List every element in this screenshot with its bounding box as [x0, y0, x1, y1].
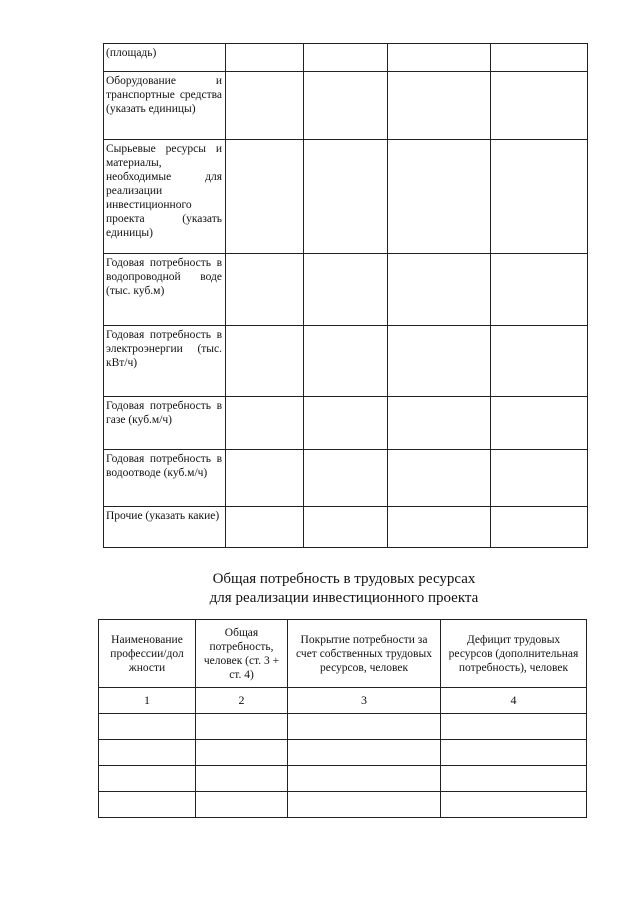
labor-cell[interactable] [441, 740, 587, 766]
resource-cell[interactable] [304, 140, 388, 254]
labor-cell[interactable] [288, 792, 441, 818]
resource-cell[interactable] [226, 397, 304, 450]
resource-cell[interactable] [491, 44, 588, 72]
resource-cell[interactable] [388, 507, 491, 548]
resource-table [103, 43, 588, 548]
resource-row-label: Годовая потребность в водоотводе (куб.м/ч) [104, 450, 226, 507]
resource-row-label: Прочие (указать какие) [104, 507, 226, 548]
labor-cell[interactable] [441, 792, 587, 818]
labor-cell[interactable] [99, 714, 196, 740]
resource-cell[interactable] [304, 72, 388, 140]
labor-row [99, 792, 587, 818]
labor-cell[interactable] [196, 792, 288, 818]
resource-cell[interactable] [226, 450, 304, 507]
labor-cell[interactable] [196, 766, 288, 792]
resource-row-label: (площадь) [104, 44, 226, 72]
resource-cell[interactable] [491, 397, 588, 450]
resource-row-label: Годовая потребность в электроэнергии (тыс. кВт/ч) [104, 326, 226, 397]
resource-cell[interactable] [491, 72, 588, 140]
resource-row [104, 254, 588, 326]
labor-row [99, 766, 587, 792]
labor-cell[interactable] [99, 792, 196, 818]
resource-row [104, 326, 588, 397]
resource-cell[interactable] [388, 397, 491, 450]
labor-cell[interactable] [99, 766, 196, 792]
labor-header-row [99, 620, 587, 688]
labor-row [99, 740, 587, 766]
labor-section-title [100, 570, 588, 608]
labor-cell[interactable] [441, 714, 587, 740]
resource-cell[interactable] [491, 326, 588, 397]
resource-row [104, 140, 588, 254]
resource-cell[interactable] [226, 507, 304, 548]
labor-table [98, 619, 587, 818]
resource-row-label: Оборудование и транспортные средства (указать единицы) [104, 72, 226, 140]
resource-cell[interactable] [388, 450, 491, 507]
column-number-row [99, 688, 587, 714]
column-number: 2 [196, 688, 288, 714]
resource-cell[interactable] [304, 397, 388, 450]
resource-cell[interactable] [304, 44, 388, 72]
resource-cell[interactable] [388, 72, 491, 140]
labor-row [99, 714, 587, 740]
resource-cell[interactable] [388, 44, 491, 72]
resource-row [104, 507, 588, 548]
column-number: 4 [441, 688, 587, 714]
resource-cell[interactable] [304, 326, 388, 397]
header-own-coverage: Покрытие потребности за счет собственных трудовых ресурсов, человек [288, 620, 441, 688]
resource-cell[interactable] [226, 44, 304, 72]
resource-row [104, 450, 588, 507]
resource-cell[interactable] [226, 140, 304, 254]
resource-cell[interactable] [388, 140, 491, 254]
resource-cell[interactable] [491, 140, 588, 254]
labor-cell[interactable] [441, 766, 587, 792]
resource-row [104, 72, 588, 140]
resource-cell[interactable] [491, 450, 588, 507]
resource-cell[interactable] [226, 326, 304, 397]
resource-cell[interactable] [304, 507, 388, 548]
resource-row-label: Годовая потребность в водопроводной воде (тыс. куб.м) [104, 254, 226, 326]
column-number: 1 [99, 688, 196, 714]
resource-row [104, 44, 588, 72]
resource-row-label: Сырьевые ресурсы и материалы, необходимые для реализации инвестиционного проекта (указать единицы) [104, 140, 226, 254]
header-profession: Наименование профессии/дол жности [99, 620, 196, 688]
resource-cell[interactable] [491, 507, 588, 548]
resource-cell[interactable] [388, 326, 491, 397]
labor-cell[interactable] [288, 766, 441, 792]
header-total-need: Общая потребность, человек (ст. 3 + ст. 4) [196, 620, 288, 688]
header-deficit: Дефицит трудовых ресурсов (дополнительная потребность), человек [441, 620, 587, 688]
labor-cell[interactable] [288, 740, 441, 766]
resource-cell[interactable] [388, 254, 491, 326]
resource-cell[interactable] [304, 254, 388, 326]
resource-cell[interactable] [226, 254, 304, 326]
resource-row-label: Годовая потребность в газе (куб.м/ч) [104, 397, 226, 450]
column-number: 3 [288, 688, 441, 714]
labor-cell[interactable] [288, 714, 441, 740]
resource-row [104, 397, 588, 450]
labor-title-line-2: для реализации инвестиционного проекта [209, 590, 479, 606]
labor-cell[interactable] [196, 714, 288, 740]
resource-cell[interactable] [304, 450, 388, 507]
resource-cell[interactable] [491, 254, 588, 326]
labor-cell[interactable] [196, 740, 288, 766]
resource-cell[interactable] [226, 72, 304, 140]
labor-title-line-1: Общая потребность в трудовых ресурсах [212, 571, 476, 587]
labor-cell[interactable] [99, 740, 196, 766]
